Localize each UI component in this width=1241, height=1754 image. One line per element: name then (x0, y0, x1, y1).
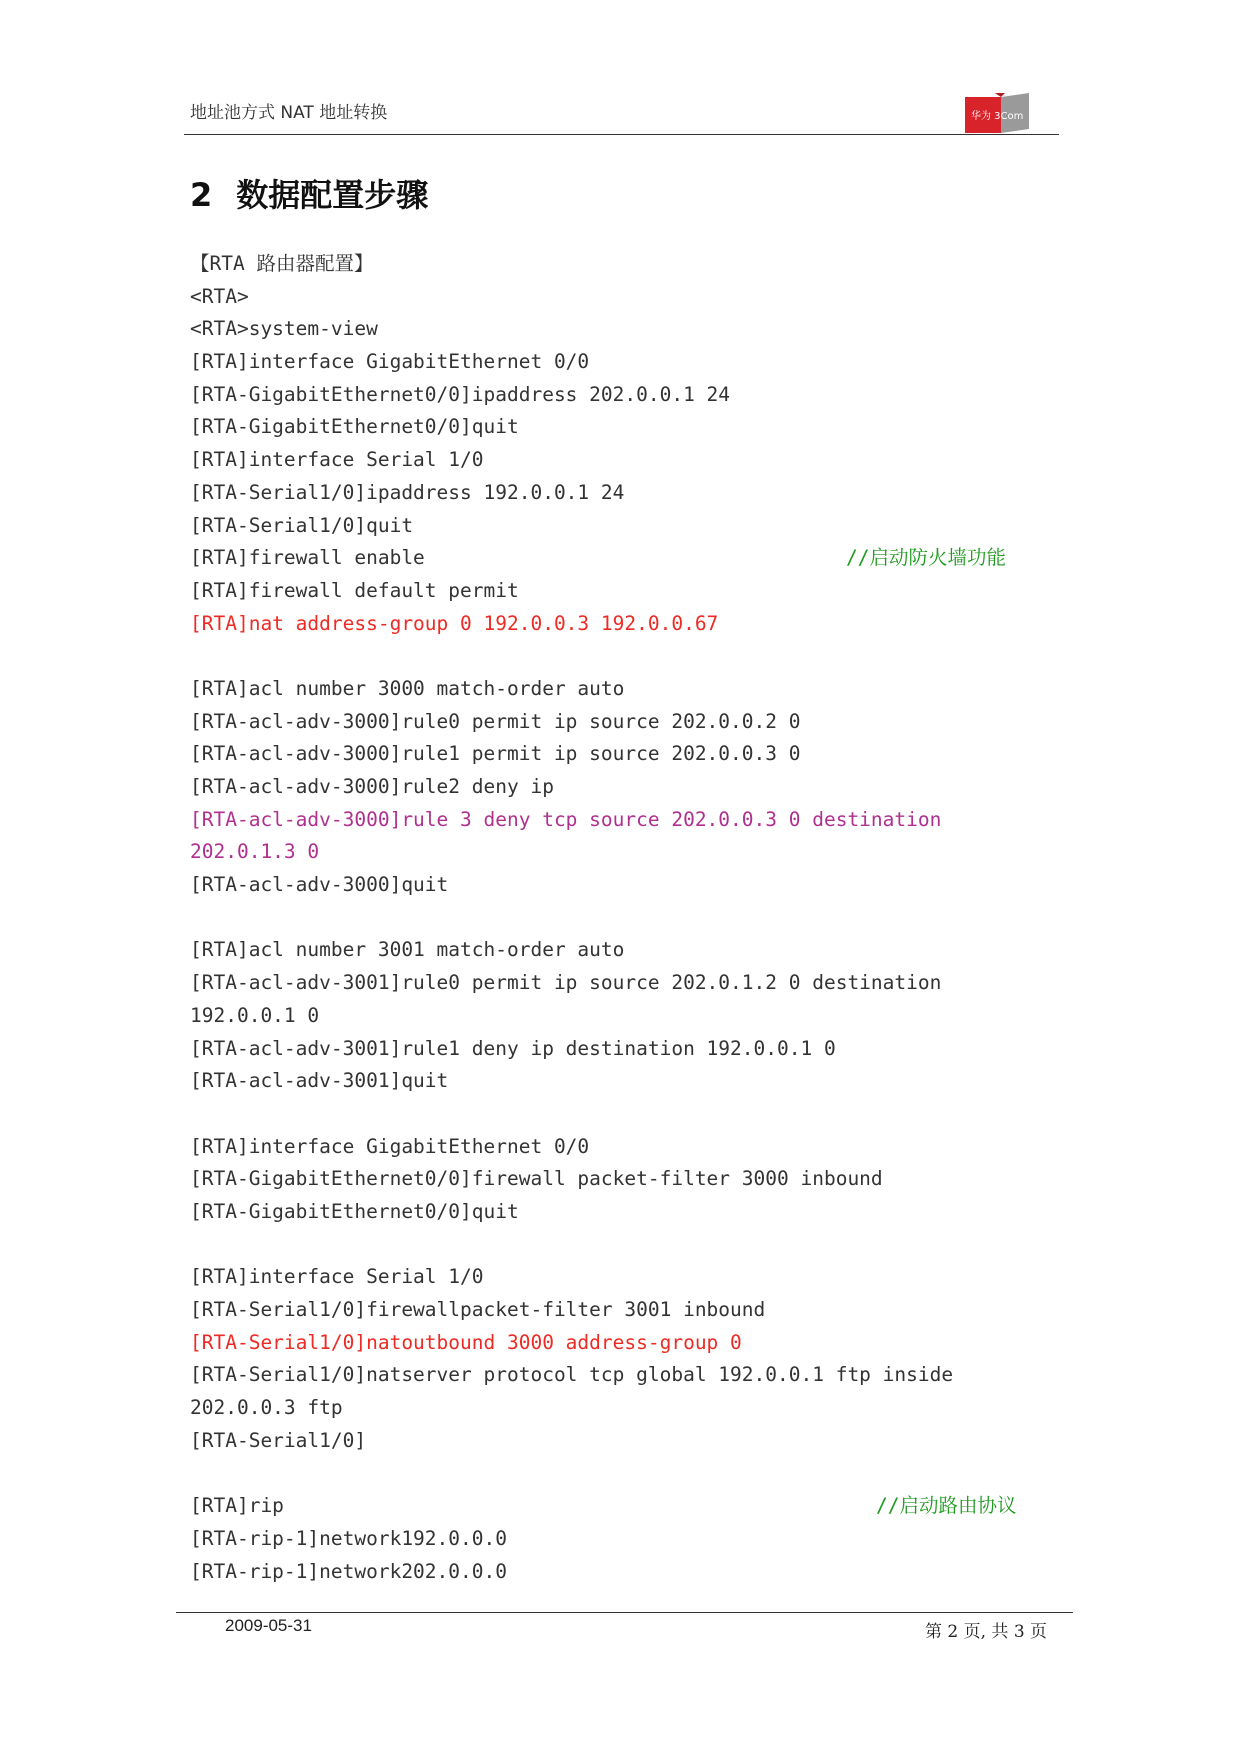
page-number: 第 2 页, 共 3 页 (925, 1622, 1048, 1642)
code-text: [RTA]firewall enable (190, 546, 425, 570)
code-text: 202.0.0.3 ftp (190, 1396, 343, 1420)
code-line (190, 379, 1080, 412)
code-line (190, 804, 1080, 837)
code-line (190, 1065, 1080, 1098)
code-line (190, 1000, 1080, 1033)
code-text: [RTA-Serial1/0] (190, 1428, 367, 1452)
code-line (190, 281, 1080, 314)
code-text: <RTA> (190, 284, 249, 308)
code-text: [RTA]interface Serial 1/0 (190, 1265, 484, 1289)
code-line (190, 1033, 1080, 1066)
footer-divider (176, 1612, 1073, 1613)
code-text: [RTA-acl-adv-3000]rule2 deny ip (190, 775, 554, 798)
code-comment: //启动防火墙功能 (846, 546, 1006, 570)
code-text: [RTA]nat address-group 0 192.0.0.3 192.0.0.67 (190, 611, 719, 635)
section-heading (190, 170, 428, 216)
blank-line (190, 902, 1080, 935)
code-text: [RTA-acl-adv-3001]quit (190, 1069, 449, 1093)
footer-date: 2009-05-31 (225, 1616, 312, 1635)
company-logo (965, 93, 1029, 133)
code-text: [RTA-GigabitEthernet0/0]quit (190, 415, 519, 439)
code-text: [RTA]acl number 3001 match-order auto (190, 938, 625, 962)
code-text: 【RTA 路由器配置】 (190, 252, 374, 275)
code-text: [RTA-acl-adv-3000]rule1 permit ip source 202.0.0.3 0 (190, 742, 801, 766)
code-line (190, 1261, 1080, 1294)
code-line (190, 1392, 1080, 1425)
code-text: [RTA-rip-1]network192.0.0.0 (190, 1526, 507, 1550)
code-line (190, 248, 1080, 281)
code-text: [RTA]firewall default permit (190, 578, 519, 602)
code-text: 192.0.0.1 0 (190, 1003, 320, 1027)
section-title: 数据配置步骤 (236, 176, 429, 214)
code-text: [RTA]interface Serial 1/0 (190, 448, 484, 472)
blank-line (190, 1229, 1080, 1262)
code-text: [RTA-Serial1/0]firewallpacket-filter 3001 inbound (190, 1298, 766, 1321)
code-line (190, 510, 1080, 543)
code-line (190, 1327, 1080, 1360)
code-text: [RTA]rip (190, 1494, 284, 1518)
code-text: [RTA-GigabitEthernet0/0]quit (190, 1199, 519, 1223)
code-line (190, 706, 1080, 739)
blank-line (190, 1457, 1080, 1490)
code-line (190, 1556, 1080, 1589)
code-text: [RTA]interface GigabitEthernet 0/0 (190, 350, 590, 374)
code-line (190, 444, 1080, 477)
code-line (190, 1131, 1080, 1164)
code-text: [RTA]acl number 3000 match-order auto (190, 676, 625, 700)
code-line (190, 575, 1080, 608)
code-line (190, 673, 1080, 706)
code-line (190, 411, 1080, 444)
code-text: [RTA-rip-1]network202.0.0.0 (190, 1559, 507, 1583)
blank-line (190, 640, 1080, 673)
code-line (190, 1359, 1080, 1392)
blank-line (190, 1098, 1080, 1131)
code-line (190, 608, 1080, 641)
code-text: 202.0.1.3 0 (190, 840, 320, 864)
code-text: [RTA]interface GigabitEthernet 0/0 (190, 1134, 590, 1158)
code-line (190, 346, 1080, 379)
code-line (190, 542, 1080, 575)
logo-text: 华为 3Com (971, 111, 1024, 122)
code-text: [RTA-Serial1/0]quit (190, 513, 414, 537)
document-title: 地址池方式 NAT 地址转换 (190, 103, 388, 123)
config-code-block (190, 248, 1080, 1588)
code-text: [RTA-GigabitEthernet0/0]firewall packet-filter 3000 inbound (190, 1167, 883, 1191)
code-line (190, 934, 1080, 967)
code-text: [RTA-Serial1/0]natserver protocol tcp global 192.0.0.1 ftp inside (190, 1363, 954, 1387)
code-line (190, 313, 1080, 346)
code-text: [RTA-Serial1/0]natoutbound 3000 address-group 0 (190, 1330, 742, 1354)
code-text: [RTA-acl-adv-3000]quit (190, 873, 449, 897)
code-line (190, 836, 1080, 869)
code-line (190, 1425, 1080, 1458)
code-text: [RTA-acl-adv-3000]rule 3 deny tcp source 202.0.0.3 0 destination (190, 807, 942, 831)
code-text: [RTA-acl-adv-3001]rule0 permit ip source 202.0.1.2 0 destination (190, 971, 942, 995)
code-line (190, 967, 1080, 1000)
section-number: 2 (190, 176, 213, 214)
code-text: [RTA-GigabitEthernet0/0]ipaddress 202.0.0.1 24 (190, 382, 731, 406)
code-line (190, 738, 1080, 771)
code-comment: //启动路由协议 (876, 1494, 1017, 1518)
code-line (190, 477, 1080, 510)
code-line (190, 1490, 1080, 1523)
code-text: [RTA-acl-adv-3001]rule1 deny ip destination 192.0.0.1 0 (190, 1036, 836, 1060)
header-divider (184, 134, 1059, 135)
code-line (190, 1196, 1080, 1229)
code-text: <RTA>system-view (190, 317, 378, 341)
code-line (190, 1294, 1080, 1327)
code-line (190, 1163, 1080, 1196)
code-text: [RTA-Serial1/0]ipaddress 192.0.0.1 24 (190, 480, 625, 504)
code-line (190, 869, 1080, 902)
code-line (190, 771, 1080, 804)
code-line (190, 1523, 1080, 1556)
code-text: [RTA-acl-adv-3000]rule0 permit ip source 202.0.0.2 0 (190, 709, 801, 733)
